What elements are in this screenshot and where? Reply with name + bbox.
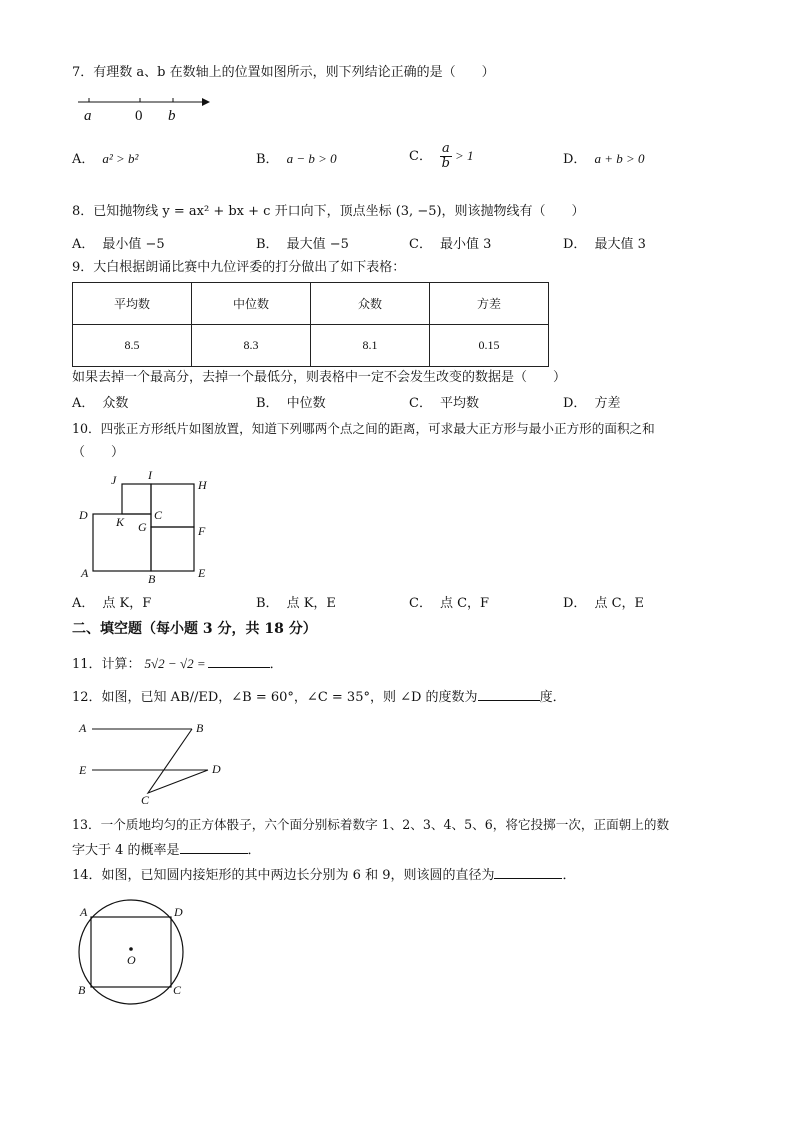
table-cell: 8.5 [73,325,192,367]
table-header-cell: 中位数 [192,283,311,325]
q10-stem-line1: 10．四张正方形纸片如图放置，知道下列哪两个点之间的距离，可求最大正方形与最小正方形的面积之和 [72,421,655,436]
q8-stem: 8．已知抛物线 y = ax² + bx + c 开口向下，顶点坐标 (3, −5)，则该抛物线有（ ） [72,204,585,219]
label-H: H [198,478,207,492]
q9-option-b: B． 中位数 [256,396,326,411]
q8-option-a: A． 最小值 −5 [72,237,165,252]
answer-blank[interactable] [208,654,270,668]
label-A: A [81,566,89,580]
answer-blank[interactable] [494,865,562,879]
q10-option-a: A． 点 K，F [72,596,152,611]
axis-label-a: a [84,108,92,124]
q7-stem: 7．有理数 a、b 在数轴上的位置如图所示，则下列结论正确的是（ ） [72,65,495,80]
q9-followup: 如果去掉一个最高分，去掉一个最低分，则表格中一定不会发生改变的数据是（ ） [72,370,567,385]
q12-parallel-lines-figure [78,718,238,808]
label-C: C [141,793,150,807]
label-K: K [116,515,125,529]
q7-option-a: A． a² > b² [72,151,139,167]
q10-squares-figure [78,470,218,585]
label-B: B [78,983,86,997]
label-A: A [80,905,88,919]
answer-blank[interactable] [478,687,540,701]
table-header-cell: 方差 [430,283,549,325]
section-title: 二、填空题（每小题 3 分，共 18 分） [72,621,317,637]
q9-option-a: A． 众数 [72,396,129,411]
table-header-cell: 平均数 [73,283,192,325]
axis-label-b: b [168,108,176,124]
label-C: C [154,508,163,522]
label-B: B [148,572,156,586]
q8-option-d: D． 最大值 3 [563,237,646,252]
axis-label-0: 0 [135,108,143,124]
q11-line: 11．计算： 5√2 − √2 = ． [72,656,283,672]
table-header-cell: 众数 [311,283,430,325]
q7-option-d: D． a + b > 0 [563,151,645,167]
label-I: I [148,468,152,482]
q10-stem-line2: （ ） [72,445,125,460]
answer-blank[interactable] [180,840,248,854]
q10-option-c: C． 点 C，F [409,596,490,611]
label-B: B [196,721,204,735]
table-row [73,325,549,367]
table-cell: 0.15 [430,325,549,367]
label-J: J [111,473,117,487]
q9-stats-table [72,282,549,367]
q9-option-c: C． 平均数 [409,396,479,411]
label-F: F [198,524,206,538]
q12-line: 12．如图，已知 AB//ED，∠B = 60°，∠C = 35°，则 ∠D 的度数为 度． [72,687,566,707]
table-cell: 8.3 [192,325,311,367]
label-E: E [198,566,206,580]
label-O: O [127,953,136,967]
label-G: G [138,520,147,534]
q7-option-c: C． $\frac{a}{b}$ > 1 [409,141,474,171]
q10-option-d: D． 点 C，E [563,596,645,611]
q13-line2: 字大于 4 的概率是 ． [72,840,261,860]
label-D: D [174,905,183,919]
table-cell: 8.1 [311,325,430,367]
q8-option-b: B． 最大值 −5 [256,237,349,252]
q9-stem: 9．大白根据朗诵比赛中九位评委的打分做出了如下表格： [72,260,406,275]
label-C: C [173,983,182,997]
q8-option-c: C． 最小值 3 [409,237,492,252]
q14-circle-figure [74,900,194,1010]
label-E: E [79,763,87,777]
q9-option-d: D． 方差 [563,396,621,411]
q7-number-line [78,92,213,124]
q13-line1: 13．一个质地均匀的正方体骰子，六个面分别标着数字 1、2、3、4、5、6，将它投掷一次，正面朝上的数 [72,817,670,832]
label-D: D [212,762,221,776]
label-D: D [79,508,88,522]
q10-option-b: B． 点 K，E [256,596,336,611]
q14-line: 14．如图，已知圆内接矩形的其中两边长分别为 6 和 9，则该圆的直径为 ． [72,865,576,885]
label-A: A [79,721,87,735]
table-header-row [73,283,549,325]
q7-option-b: B． a − b > 0 [256,151,337,167]
